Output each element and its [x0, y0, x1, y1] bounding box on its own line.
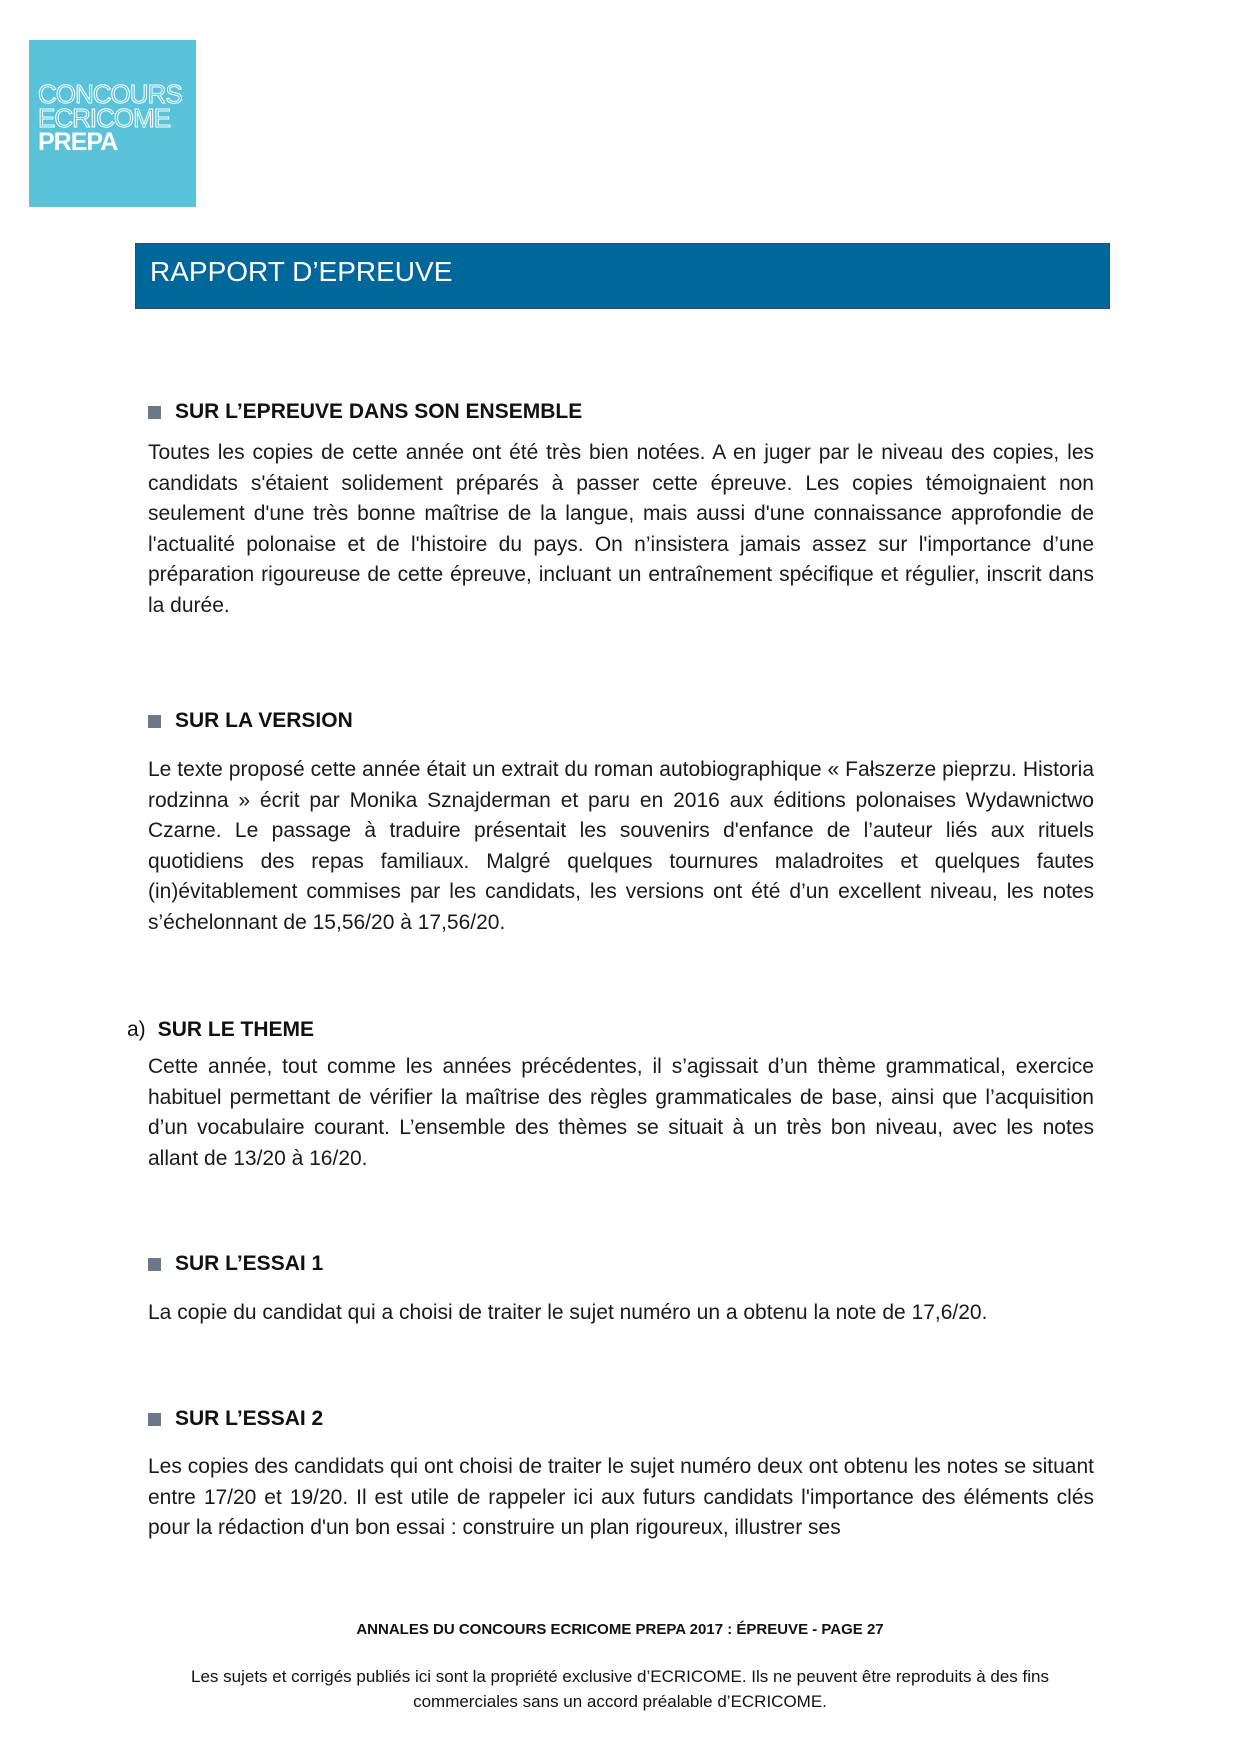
section-paragraph-essai-2: Les copies des candidats qui ont choisi de traiter le sujet numéro deux ont obtenu les notes se situant entre 17/20 et 19/20. Il est utile de rappeler ici aux futurs candidats l'importance des éléments clés pour la rédaction d'un bon essai : construire un plan rigoureux, illustrer ses — [148, 1455, 1094, 1539]
section-paragraph-version: Le texte proposé cette année était un extrait du roman autobiographique « Fałszerze pieprzu. Historia rodzinna » écrit par Monika Sznajderman et paru en 2016 aux éditions polonaises Wydawnictwo Czarne. Le passage à traduire présentait les souvenirs d'enfance de l’auteur liés aux rituels quotidiens des repas familiaux. Malgré quelques tournures maladroites et quelques fautes (in)évitablement commises par les candidats, les versions ont été d’un excellent niveau, les notes s’échelonnant de 15,56/20 à 17,56/20. — [148, 758, 1094, 934]
section-paragraph-ensemble: Toutes les copies de cette année ont été très bien notées. A en juger par le niveau des copies, les candidats s'étaient solidement préparés à passer cette épreuve. Les copies témoignaient non seulement d'une très bonne maîtrise de la langue, mais aussi d'une connaissance approfondie de l'actualité polonaise et de l'histoire du pays. On n’insistera jamais assez sur l'importance d’une préparation rigoureuse de cette épreuve, incluant un entraînement spécifique et régulier, inscrit dans la durée. — [148, 441, 1094, 617]
section-heading-version — [148, 709, 353, 733]
section-heading-text: SUR L’ESSAI 2 — [175, 1407, 324, 1430]
section-heading-essai-1 — [148, 1252, 323, 1276]
section-heading-ensemble — [148, 400, 582, 424]
section-paragraph-theme: Cette année, tout comme les années précédentes, il s’agissait d’un thème grammatical, exercice habituel permettant de vérifier la maîtrise des règles grammaticales de base, ainsi que l’acquisition d’un vocabulaire courant. L’ensemble des thèmes se situait à un très bon niveau, avec les notes allant de 13/20 à 16/20. — [148, 1055, 1094, 1170]
section-heading-text: SUR LA VERSION — [175, 709, 353, 732]
section-heading-theme — [127, 1018, 314, 1042]
logo-line-ecricome: ECRICOME — [38, 103, 171, 133]
bullet-square-icon — [148, 406, 161, 419]
list-label: a) — [127, 1018, 146, 1041]
footer-copyright-note: Les sujets et corrigés publiés ici sont la propriété exclusive d’ECRICOME. Ils ne peuvent être reproduits à des fins commerciales sans un accord préalable d’ECRICOME. — [191, 1667, 1049, 1711]
section-heading-text: SUR L’ESSAI 1 — [175, 1252, 324, 1275]
section-heading-text: SUR L’EPREUVE DANS SON ENSEMBLE — [175, 400, 583, 423]
logo-line-prepa: PREPA — [38, 128, 118, 156]
section-heading-essai-2 — [148, 1407, 323, 1431]
bullet-square-icon — [148, 715, 161, 728]
section-heading-text: SUR LE THEME — [157, 1018, 315, 1041]
logo-line-concours: CONCOURS — [38, 79, 182, 109]
bullet-square-icon — [148, 1413, 161, 1426]
page-title: RAPPORT D’EPREUVE — [150, 256, 453, 287]
bullet-square-icon — [148, 1258, 161, 1271]
section-paragraph-essai-1: La copie du candidat qui a choisi de traiter le sujet numéro un a obtenu la note de 17,6/20. — [148, 1301, 988, 1324]
footer-title: ANNALES DU CONCOURS ECRICOME PREPA 2017 : ÉPREUVE - PAGE 27 — [356, 1621, 884, 1638]
ecricome-logo — [29, 40, 196, 207]
report-banner — [135, 243, 1110, 309]
